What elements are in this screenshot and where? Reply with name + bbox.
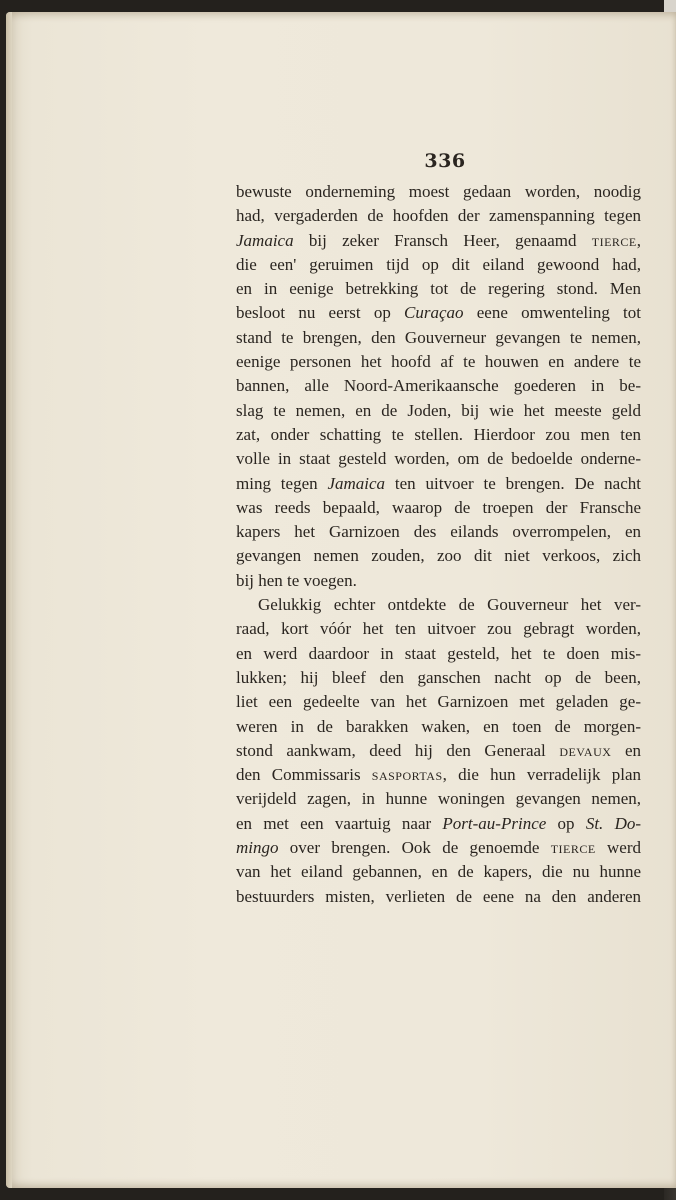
text-fragment: en met een vaartuig naar: [236, 813, 443, 833]
text-fragment: stond aankwam, deed hij den Generaal: [236, 740, 560, 760]
page-number: 336: [424, 150, 466, 172]
text-line: [236, 860, 641, 884]
text-fragment: ,: [636, 230, 641, 250]
text-line-content: verijdeld zagen, in hunne woningen gevangen nemen,: [236, 789, 641, 809]
text-line: [236, 593, 641, 617]
text-line-content: weren in de barakken waken, en toen de morgen-: [236, 716, 641, 736]
place-italic: Jamaica: [327, 473, 386, 493]
text-line-content: gevangen nemen zouden, zoo dit niet verkoos, zich: [236, 546, 641, 566]
text-line: [236, 204, 641, 228]
place-italic: Jamaica: [236, 230, 294, 250]
text-line-content: kapers het Garnizoen des eilands overrompelen, en: [236, 522, 641, 542]
text-line-content: zat, onder schatting te stellen. Hierdoor zou men ten: [236, 424, 641, 444]
page-edge: [6, 12, 12, 1188]
text-line: [236, 763, 641, 787]
text-line: [236, 544, 641, 568]
text-line-content: stand te brengen, den Gouverneur gevangen te nemen,: [236, 327, 641, 347]
text-line: [236, 229, 641, 253]
text-line-content: bij hen te voegen.: [236, 570, 357, 590]
text-line-content: was reeds bepaald, waarop de troepen der Fransche: [236, 497, 641, 517]
place-italic: Curaçao: [404, 303, 464, 323]
text-fragment: ten uitvoer te brengen. De nacht: [385, 473, 641, 493]
text-line-content: raad, kort vóór het ten uitvoer zou gebragt worden,: [236, 619, 641, 639]
text-line: [236, 787, 641, 811]
text-line-content: van het eiland gebannen, en de kapers, die nu hunne: [236, 862, 641, 882]
place-italic: mingo: [236, 838, 279, 858]
text-fragment: , die hun verradelijk plan: [442, 765, 641, 785]
text-fragment: werd: [595, 838, 641, 858]
name-smallcaps: sasportas: [371, 765, 443, 785]
text-line-content: bewuste onderneming moest gedaan worden, noodig: [236, 182, 641, 201]
text-line: [236, 836, 641, 860]
text-fragment: en: [611, 740, 641, 760]
text-fragment: op: [546, 813, 586, 833]
place-italic: Port-au-Prince: [442, 813, 547, 833]
text-line-content: lukken; hij bleef den ganschen nacht op de been,: [236, 667, 641, 687]
text-line: [236, 472, 641, 496]
text-line-content: eenige personen het hoofd af te houwen en andere te: [236, 352, 641, 372]
text-line-content: volle in staat gesteld worden, om de bedoelde onderne-: [236, 449, 641, 469]
text-line: [236, 447, 641, 471]
text-line-content: die een' geruimen tijd op dit eiland gewoond had,: [236, 254, 641, 274]
text-line-content: bestuurders misten, verlieten de eene na den anderen: [236, 886, 641, 906]
name-smallcaps: tierce: [550, 838, 596, 858]
text-line: [236, 617, 641, 641]
text-line: [236, 277, 641, 301]
text-line: [236, 642, 641, 666]
text-line: [236, 326, 641, 350]
name-smallcaps: tierce: [591, 230, 637, 250]
text-line-content: slag te nemen, en de Joden, bij wie het meeste geld: [236, 400, 641, 420]
text-line-content: bannen, alle Noord-Amerikaansche goederen in be-: [236, 376, 641, 396]
body-text: [236, 180, 641, 909]
text-line: [236, 812, 641, 836]
text-fragment: eene omwenteling tot: [463, 303, 641, 323]
text-line: [236, 423, 641, 447]
text-line-content: liet een gedeelte van het Garnizoen met geladen ge-: [236, 692, 641, 712]
text-line: [236, 520, 641, 544]
text-line: [236, 739, 641, 763]
text-line-content: en werd daardoor in staat gesteld, het te doen mis-: [236, 643, 641, 663]
text-line: [236, 690, 641, 714]
name-smallcaps: devaux: [559, 740, 612, 760]
text-fragment: ming tegen: [236, 473, 328, 493]
text-line-content: had, vergaderden de hoofden der zamenspanning tegen: [236, 206, 641, 226]
text-fragment: den Commissaris: [236, 765, 372, 785]
text-line: [236, 350, 641, 374]
text-line: [236, 253, 641, 277]
text-line: [236, 374, 641, 398]
text-line: [236, 715, 641, 739]
text-fragment: besloot nu eerst op: [236, 303, 405, 323]
place-italic: St. Do-: [585, 813, 641, 833]
text-line-content: en in eenige betrekking tot de regering stond. Men: [236, 279, 641, 299]
text-line: [236, 180, 641, 204]
text-fragment: bij zeker Fransch Heer, genaamd: [293, 230, 592, 250]
text-line: [236, 301, 641, 325]
text-fragment: over brengen. Ook de genoemde: [278, 838, 551, 858]
text-line-content: Gelukkig echter ontdekte de Gouverneur het ver-: [258, 595, 641, 615]
text-line: [236, 885, 641, 909]
text-line: [236, 569, 641, 593]
text-line: [236, 666, 641, 690]
text-line: [236, 399, 641, 423]
text-line: [236, 496, 641, 520]
